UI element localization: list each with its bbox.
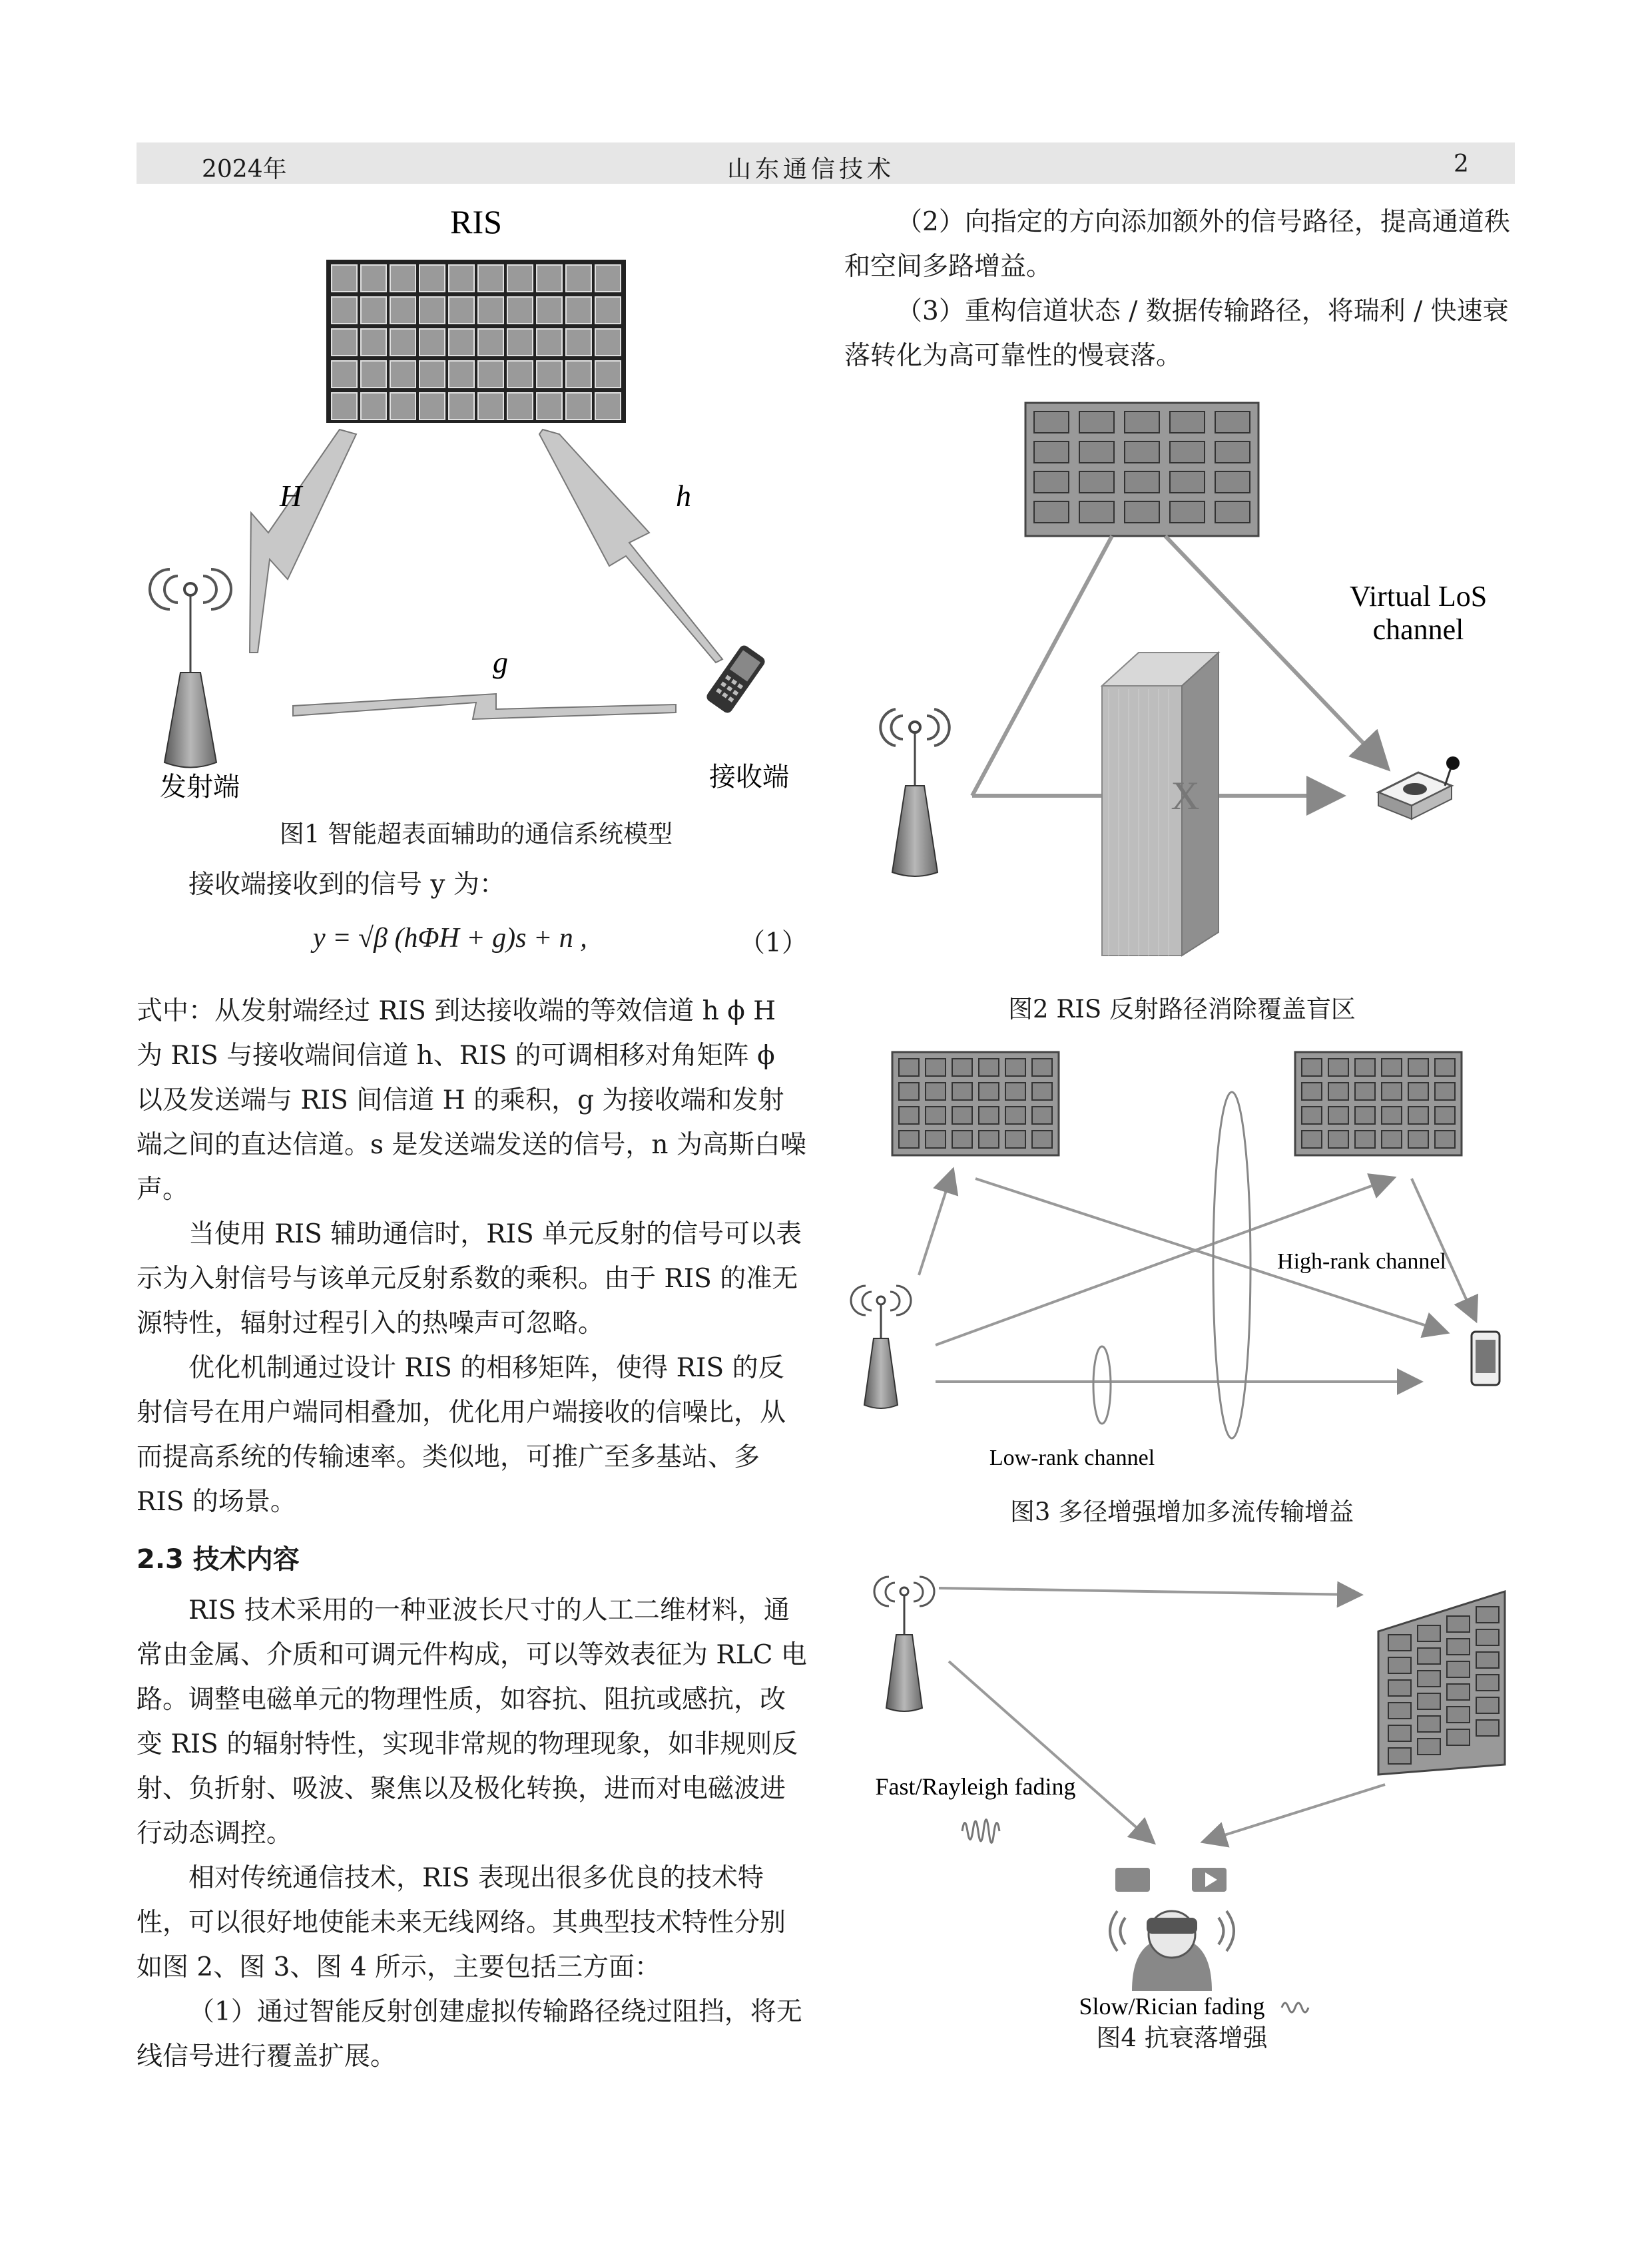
- ris-element: [332, 297, 357, 324]
- ris-element: [1418, 1671, 1440, 1687]
- ris-element: [1435, 1083, 1455, 1100]
- ris-element: [1125, 501, 1159, 523]
- ris-element: [537, 297, 562, 324]
- ris-element: [1476, 1675, 1499, 1691]
- ris-element: [1435, 1107, 1455, 1124]
- ris-element: [390, 393, 415, 420]
- path-to-left-ris: [919, 1172, 952, 1275]
- figure4-diagram: [846, 1545, 1518, 2024]
- ris-element: [1447, 1616, 1470, 1632]
- ris-element: [419, 393, 445, 420]
- ris-element: [566, 329, 591, 356]
- ris-element: [1170, 501, 1205, 523]
- ris-element: [449, 393, 474, 420]
- ris-element: [979, 1059, 999, 1076]
- ris-element: [1408, 1107, 1428, 1124]
- ris-element: [1447, 1661, 1470, 1677]
- ris-element: [507, 361, 533, 388]
- ris-element: [926, 1131, 946, 1148]
- slow-fading-wave-icon: [1282, 2003, 1308, 2012]
- ris-element: [1079, 441, 1114, 463]
- ris-element: [595, 265, 621, 292]
- ris-element: [952, 1059, 972, 1076]
- ris-element: [1079, 501, 1114, 523]
- ris-element: [1418, 1739, 1440, 1755]
- paragraph-ris-features: 相对传统通信技术，RIS 表现出很多优良的技术特性，可以很好地使能未来无线网络。其典型技术特性分别如图 2、图 3、图 4 所示，主要包括三方面：: [137, 1863, 786, 1982]
- channel-h-label: h: [676, 479, 691, 513]
- incident-path: [972, 536, 1112, 796]
- ris-element: [449, 361, 474, 388]
- base-station-icon: [880, 709, 949, 876]
- ris-element: [1328, 1107, 1348, 1124]
- ris-element: [595, 329, 621, 356]
- ris-element: [507, 393, 533, 420]
- ris-element: [419, 361, 445, 388]
- ris-element: [1125, 441, 1159, 463]
- ris-element: [419, 265, 445, 292]
- ris-element: [1079, 412, 1114, 433]
- ris-element: [1125, 412, 1159, 433]
- ris-element: [1476, 1652, 1499, 1668]
- bs-to-user-path: [949, 1661, 1152, 1841]
- ris-element: [449, 297, 474, 324]
- ris-to-user-path: [1205, 1785, 1385, 1841]
- ris-element: [507, 297, 533, 324]
- user-phone-icon: [1472, 1332, 1500, 1385]
- ris-element: [507, 329, 533, 356]
- virtual-los-label-1: Virtual LoS: [1349, 580, 1488, 613]
- ris-element: [899, 1083, 919, 1100]
- ris-element: [1032, 1107, 1052, 1124]
- ris-element: [1302, 1131, 1322, 1148]
- ris-element: [1328, 1083, 1348, 1100]
- ris-element: [390, 329, 415, 356]
- ris-element: [449, 329, 474, 356]
- ris-element: [1447, 1684, 1470, 1700]
- ris-element: [1170, 412, 1205, 433]
- ris-element: [566, 393, 591, 420]
- ris-element: [361, 265, 386, 292]
- signal-intro: 接收端接收到的信号 y 为：: [188, 870, 505, 900]
- ris-element: [1408, 1083, 1428, 1100]
- ris-element: [1476, 1629, 1499, 1645]
- ris-element: [566, 297, 591, 324]
- ris-element: [332, 393, 357, 420]
- ris-element: [566, 265, 591, 292]
- channel-H-label: H: [280, 479, 302, 513]
- ris-element: [1328, 1131, 1348, 1148]
- ris-element: [1355, 1083, 1375, 1100]
- low-rank-ellipse: [1093, 1346, 1111, 1424]
- ris-element: [537, 393, 562, 420]
- figure3-diagram: [846, 1039, 1518, 1478]
- channel-h-bolt: [539, 429, 722, 663]
- ris-element: [332, 361, 357, 388]
- ris-element: [507, 265, 533, 292]
- figure4-caption: 图4 抗衰落增强: [1096, 2024, 1268, 2052]
- ris-element: [926, 1059, 946, 1076]
- figure2-caption: 图2 RIS 反射路径消除覆盖盲区: [1008, 995, 1356, 1023]
- paragraph-ris-material: RIS 技术采用的一种亚波长尺寸的人工二维材料，通常由金属、介质和可调元件构成，可以等效表征为 RLC 电路。调整电磁单元的物理性质，如容抗、阻抗或感抗，改变 RIS 的辐射特性，实现非常规的物理现象，如非规则反射、负折射、吸波、聚焦以及极化转换，进而对电磁波进行动态调控。: [137, 1595, 807, 1848]
- ris-element: [1302, 1083, 1322, 1100]
- ris-element: [478, 329, 503, 356]
- ris-element: [1355, 1107, 1375, 1124]
- ris-element: [478, 361, 503, 388]
- ris-element: [926, 1107, 946, 1124]
- header-page-number: 2: [1454, 150, 1469, 178]
- ris-element: [419, 297, 445, 324]
- ris-element: [419, 329, 445, 356]
- ris-element: [1418, 1716, 1440, 1732]
- ris-element: [1382, 1083, 1402, 1100]
- ris-element: [1034, 441, 1069, 463]
- paragraph-feature-2: （2）向指定的方向添加额外的信号路径，提高通道秩和空间多路增益。: [844, 207, 1510, 282]
- bs-to-ris-path: [939, 1588, 1358, 1595]
- ris-element: [1388, 1748, 1411, 1764]
- ris-element: [1005, 1107, 1025, 1124]
- ris-element: [1408, 1059, 1428, 1076]
- ris-element: [926, 1083, 946, 1100]
- ris-element: [1328, 1059, 1348, 1076]
- ris-element: [1215, 471, 1250, 493]
- ris-element: [1388, 1657, 1411, 1673]
- ris-element: [952, 1107, 972, 1124]
- paragraph-feature-3: （3）重构信道状态 / 数据传输路径，将瑞利 / 快速衰落转化为高可靠性的慢衰落。: [844, 296, 1509, 371]
- ris-element: [537, 329, 562, 356]
- ris-element: [1215, 501, 1250, 523]
- ris-element: [1032, 1059, 1052, 1076]
- ris-element: [1034, 471, 1069, 493]
- ris-element: [1302, 1107, 1322, 1124]
- ris-element: [595, 297, 621, 324]
- ris-element: [1034, 501, 1069, 523]
- ris-element: [478, 393, 503, 420]
- ris-element: [1388, 1725, 1411, 1741]
- channel-g-bolt: [293, 694, 676, 719]
- ris-element: [899, 1059, 919, 1076]
- ris-element: [478, 297, 503, 324]
- ris-element: [1125, 471, 1159, 493]
- ris-label: RIS: [450, 203, 502, 240]
- ris-element: [361, 329, 386, 356]
- ris-element: [1032, 1131, 1052, 1148]
- ris-element: [1302, 1059, 1322, 1076]
- ris-element: [390, 361, 415, 388]
- ris-element: [1382, 1059, 1402, 1076]
- receiver-label: 接收端: [709, 762, 789, 792]
- ris-element: [1170, 441, 1205, 463]
- ris-element: [1435, 1059, 1455, 1076]
- ris-element: [1447, 1639, 1470, 1655]
- header-year: 2024年: [202, 156, 287, 183]
- ris-element: [1382, 1131, 1402, 1148]
- figure1-diagram: [137, 193, 816, 826]
- base-station-icon: [851, 1286, 911, 1408]
- ris-element: [361, 361, 386, 388]
- receiver-device-icon: [1378, 756, 1460, 819]
- ris-element: [1005, 1083, 1025, 1100]
- paragraph-feature-1: （1）通过智能反射创建虚拟传输路径绕过阻挡，将无线信号进行覆盖扩展。: [137, 1997, 802, 2072]
- base-station-icon: [874, 1577, 934, 1711]
- ris-element: [979, 1107, 999, 1124]
- channel-H-bolt: [250, 429, 356, 653]
- ris-element: [1418, 1648, 1440, 1664]
- blocked-mark: X: [1171, 774, 1200, 818]
- equation-explanation: 式中：从发射端经过 RIS 到达接收端的等效信道 h ϕ H 为 RIS 与接收端间信道 h、RIS 的可调相移对角矩阵 ϕ 以及发送端与 RIS 间信道 H 的乘积，g 为接收端和发射端之间的直达信道。s 是发送端发送的信号，n 为高斯白噪声。: [137, 996, 806, 1205]
- high-rank-label: High-rank channel: [1277, 1249, 1446, 1274]
- virtual-los-label-2: channel: [1372, 613, 1464, 646]
- equation-1: y = √β (hΦH + g)s + n ,: [313, 923, 587, 954]
- transmitter-label: 发射端: [160, 772, 240, 802]
- ris-element: [390, 297, 415, 324]
- ris-element: [449, 265, 474, 292]
- ris-element: [390, 265, 415, 292]
- ris-element: [952, 1083, 972, 1100]
- low-rank-label: Low-rank channel: [989, 1446, 1155, 1470]
- ris-element: [1476, 1607, 1499, 1623]
- ris-element: [361, 393, 386, 420]
- header-journal: 山东通信技术: [727, 156, 896, 183]
- ris-element: [979, 1131, 999, 1148]
- ris-element: [1418, 1625, 1440, 1641]
- ris-element: [537, 361, 562, 388]
- ris-element: [1170, 471, 1205, 493]
- slow-fading-label: Slow/Rician fading: [1079, 1993, 1265, 2020]
- right-ris-to-user: [1412, 1179, 1475, 1318]
- equation-1-number: （1）: [739, 928, 808, 958]
- fast-fading-label: Fast/Rayleigh fading: [875, 1773, 1076, 1800]
- ris-element: [899, 1107, 919, 1124]
- paragraph-ris-reflection: 当使用 RIS 辅助通信时，RIS 单元反射的信号可以表示为入射信号与该单元反射系数的乘积。由于 RIS 的准无源特性，辐射过程引入的热噪声可忽略。: [137, 1219, 802, 1338]
- ris-element: [478, 265, 503, 292]
- ris-element: [1355, 1131, 1375, 1148]
- ris-element: [1447, 1729, 1470, 1745]
- ris-element: [595, 393, 621, 420]
- ris-element: [952, 1131, 972, 1148]
- ris-element: [979, 1083, 999, 1100]
- ris-element: [595, 361, 621, 388]
- ris-element: [361, 297, 386, 324]
- ris-element: [1032, 1083, 1052, 1100]
- ris-element: [1388, 1680, 1411, 1696]
- ris-element: [566, 361, 591, 388]
- ris-element: [1215, 441, 1250, 463]
- ris-element: [1418, 1693, 1440, 1709]
- figure3-caption: 图3 多径增强增加多流传输增益: [1009, 1498, 1354, 1526]
- ris-element: [1215, 412, 1250, 433]
- ris-element: [1388, 1635, 1411, 1651]
- ris-element: [1034, 412, 1069, 433]
- ris-element: [1435, 1131, 1455, 1148]
- ris-element: [1447, 1707, 1470, 1723]
- ris-element: [1408, 1131, 1428, 1148]
- transmitter-icon: [150, 569, 231, 768]
- ris-element: [1476, 1697, 1499, 1713]
- ris-element: [1355, 1059, 1375, 1076]
- figure2-diagram: [846, 393, 1518, 979]
- user-vr-icon: [1110, 1868, 1234, 1991]
- ris-element: [1382, 1107, 1402, 1124]
- ris-element: [537, 265, 562, 292]
- ris-element: [1079, 471, 1114, 493]
- ris-element: [1005, 1131, 1025, 1148]
- ris-element: [1005, 1059, 1025, 1076]
- channel-g-label: g: [493, 645, 508, 679]
- ris-element: [1388, 1703, 1411, 1719]
- ris-element: [332, 329, 357, 356]
- ris-element: [899, 1131, 919, 1148]
- ris-element: [1476, 1720, 1499, 1736]
- fast-fading-wave-icon: [962, 1820, 999, 1843]
- paragraph-optimization: 优化机制通过设计 RIS 的相移矩阵，使得 RIS 的反射信号在用户端同相叠加，优化用户端接收的信噪比，从而提高系统的传输速率。类似地，可推广至多基站、多 RIS 的场景。: [137, 1353, 786, 1517]
- figure1-caption: 图1 智能超表面辅助的通信系统模型: [279, 820, 673, 848]
- section-heading-2-3: 2.3 技术内容: [137, 1544, 300, 1575]
- ris-element: [332, 265, 357, 292]
